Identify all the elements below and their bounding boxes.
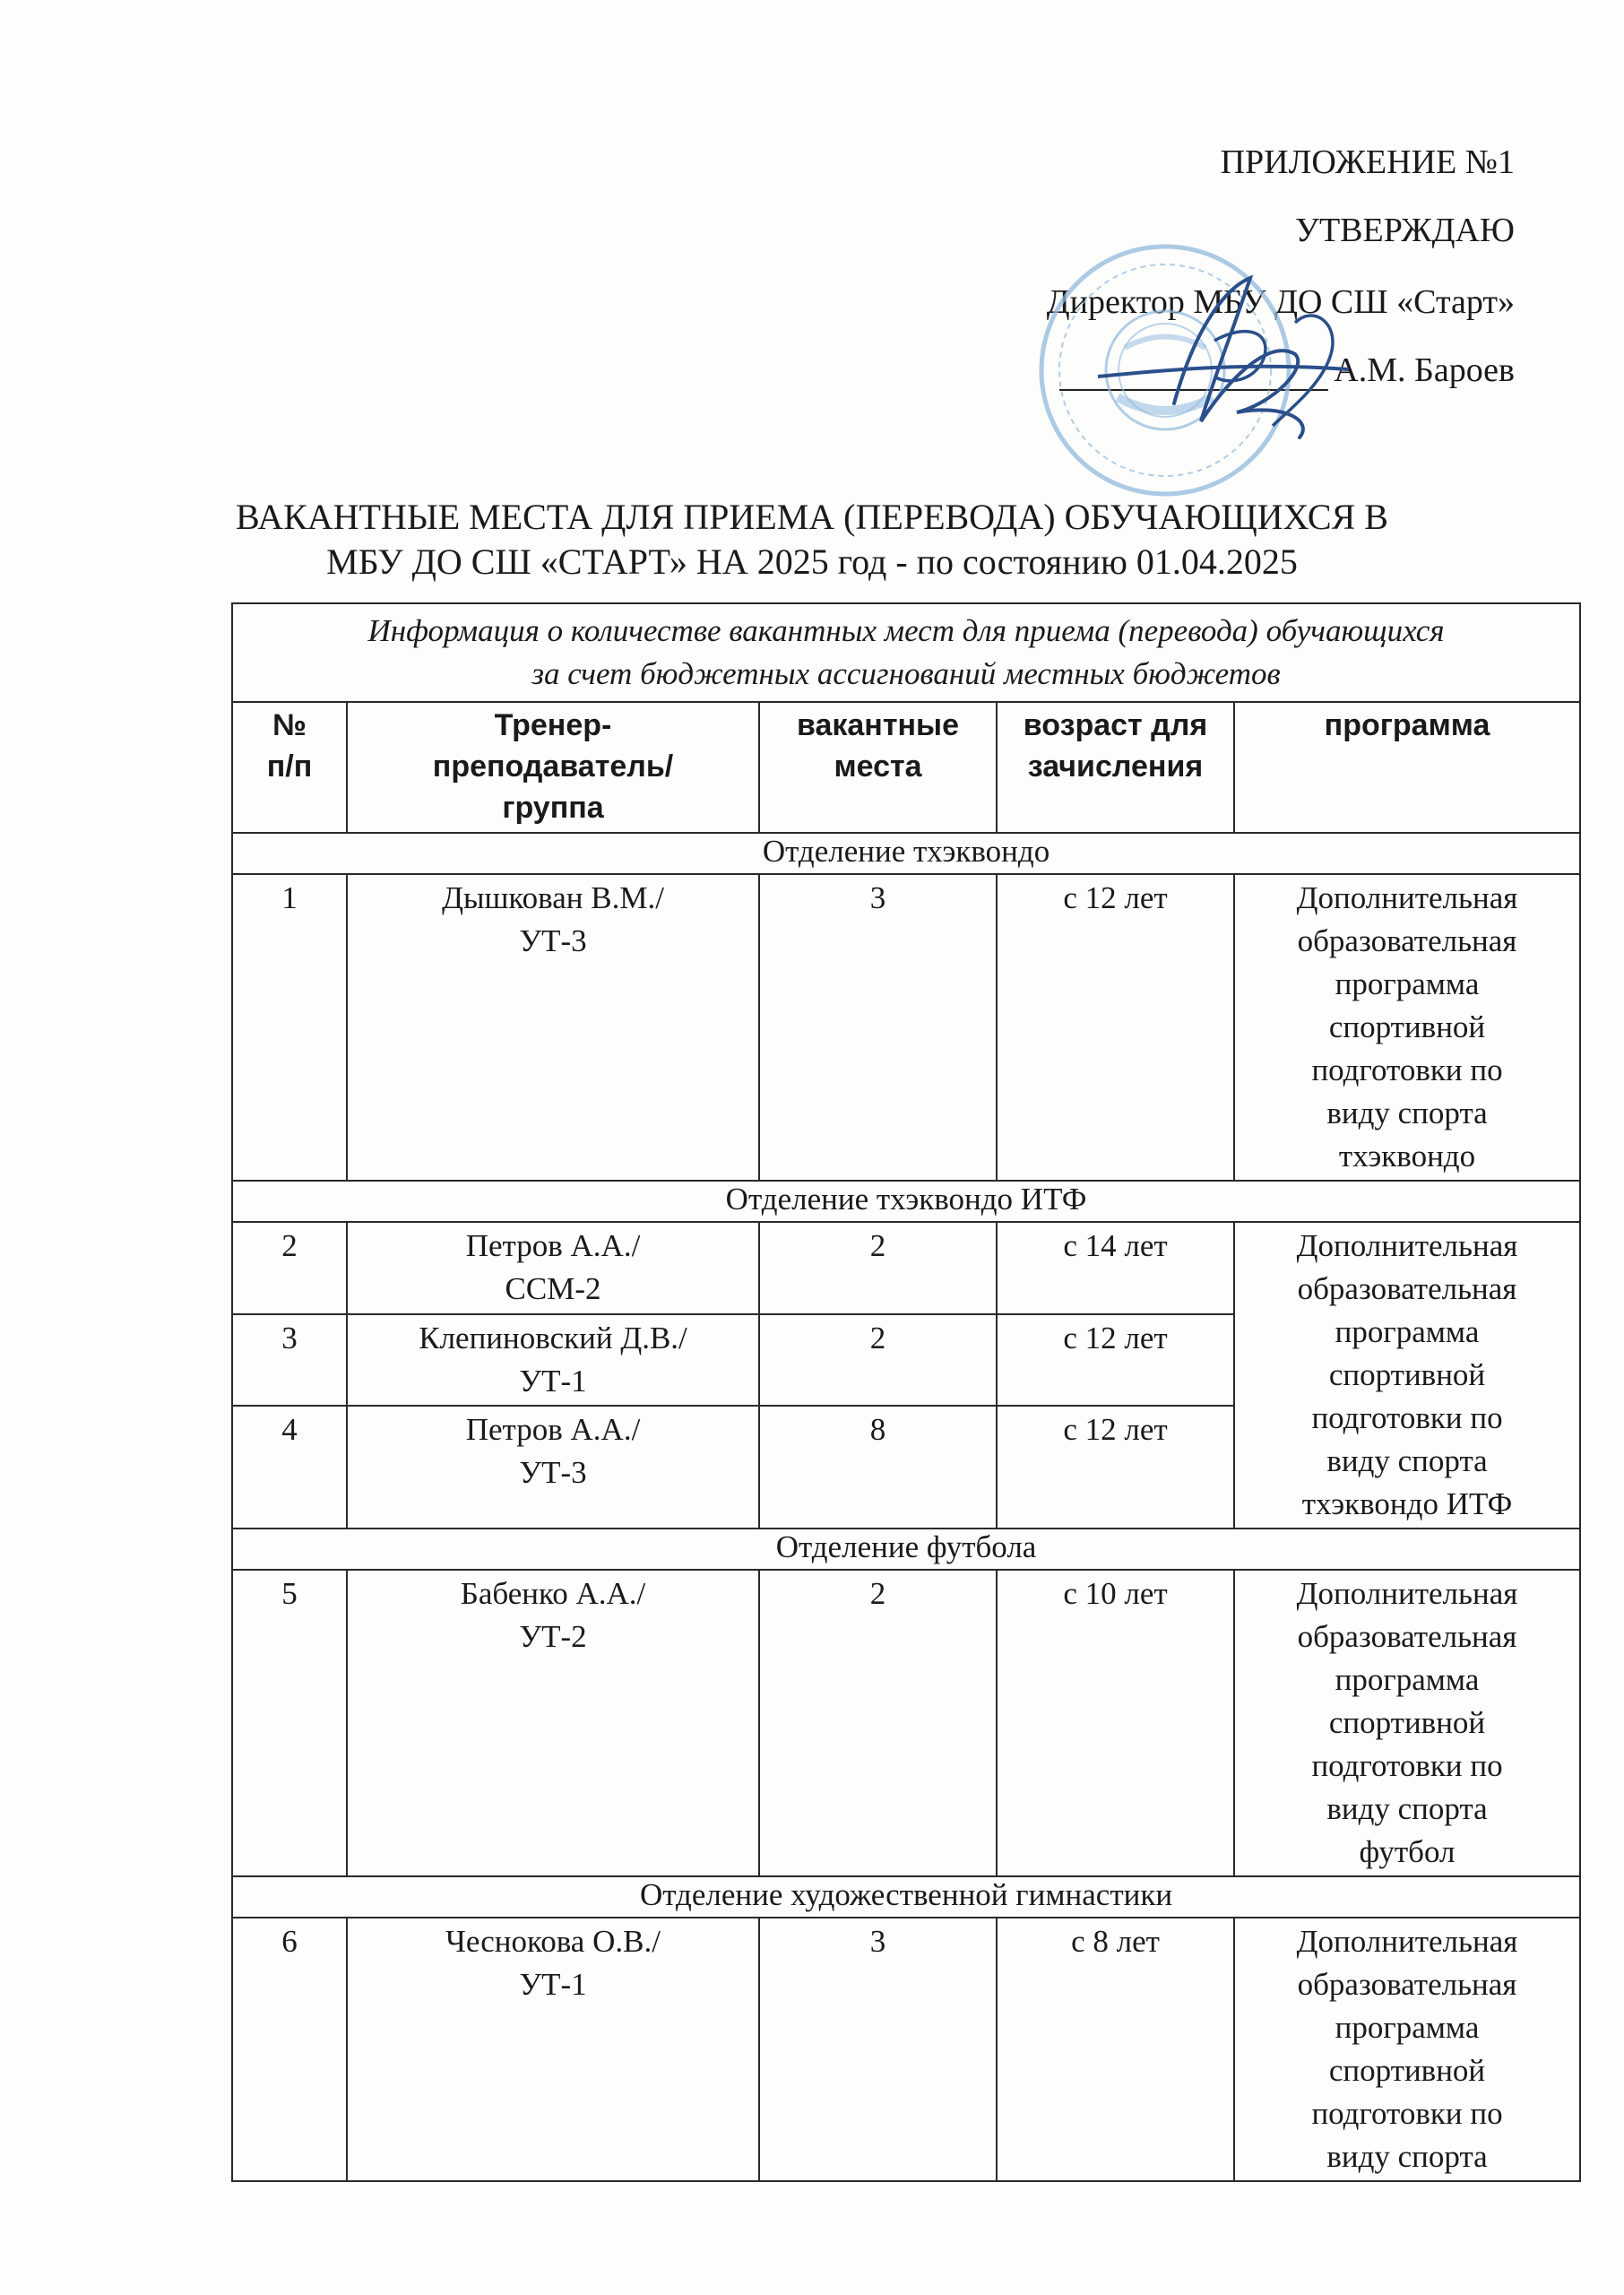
section-title: Отделение художественной гимнастики bbox=[232, 1876, 1580, 1918]
row-age: с 12 лет bbox=[997, 1314, 1234, 1407]
row-age: с 12 лет bbox=[997, 1406, 1234, 1529]
table-row bbox=[232, 874, 1580, 1181]
section-title: Отделение тхэквондо bbox=[232, 833, 1580, 874]
section-row bbox=[232, 1181, 1580, 1222]
signatory-name: А.М. Бароев bbox=[1334, 351, 1515, 389]
row-places: 2 bbox=[759, 1570, 997, 1876]
row-number: 1 bbox=[232, 874, 347, 1181]
approval-label: УТВЕРЖДАЮ bbox=[1295, 212, 1515, 249]
col-header-places: вакантные места bbox=[759, 702, 997, 833]
section-row bbox=[232, 833, 1580, 874]
title-line-2: МБУ ДО СШ «СТАРТ» НА 2025 год - по состоянию 01.04.2025 bbox=[326, 541, 1298, 582]
section-row bbox=[232, 1876, 1580, 1918]
row-number: 3 bbox=[232, 1314, 347, 1407]
vacancy-table bbox=[231, 602, 1581, 2182]
table-header-row bbox=[232, 702, 1580, 833]
row-age: с 8 лет bbox=[997, 1918, 1234, 2181]
section-row bbox=[232, 1529, 1580, 1570]
row-coach: Петров А.А./ ССМ-2 bbox=[347, 1222, 759, 1314]
row-places: 2 bbox=[759, 1314, 997, 1407]
row-places: 8 bbox=[759, 1406, 997, 1529]
table-row bbox=[232, 1570, 1580, 1876]
row-age: с 14 лет bbox=[997, 1222, 1234, 1314]
row-number: 6 bbox=[232, 1918, 347, 2181]
table-row bbox=[232, 1222, 1580, 1314]
row-program: Дополнительная образовательная программа спортивной подготовки по виду спорта bbox=[1234, 1918, 1580, 2181]
section-title: Отделение тхэквондо ИТФ bbox=[232, 1181, 1580, 1222]
row-number: 5 bbox=[232, 1570, 347, 1876]
row-number: 4 bbox=[232, 1406, 347, 1529]
director-title: Директор МБУ ДО СШ «Старт» bbox=[1046, 283, 1515, 321]
row-number: 2 bbox=[232, 1222, 347, 1314]
row-coach: Чеснокова О.В./ УТ-1 bbox=[347, 1918, 759, 2181]
row-coach: Бабенко А.А./ УТ-2 bbox=[347, 1570, 759, 1876]
table-caption bbox=[232, 603, 1580, 702]
row-places: 2 bbox=[759, 1222, 997, 1314]
row-places: 3 bbox=[759, 1918, 997, 2181]
table-row bbox=[232, 1918, 1580, 2181]
appendix-label: ПРИЛОЖЕНИЕ №1 bbox=[1220, 143, 1515, 181]
row-coach: Петров А.А./ УТ-3 bbox=[347, 1406, 759, 1529]
document-title bbox=[161, 495, 1463, 585]
caption-line-1: Информация о количестве вакантных мест для приема (перевода) обучающихся bbox=[367, 613, 1445, 648]
title-line-1: ВАКАНТНЫЕ МЕСТА ДЛЯ ПРИЕМА (ПЕРЕВОДА) ОБУЧАЮЩИХСЯ В bbox=[236, 497, 1388, 537]
row-program: Дополнительная образовательная программа спортивной подготовки по виду спорта тхэквондо ИТФ bbox=[1234, 1222, 1580, 1529]
row-age: с 12 лет bbox=[997, 874, 1234, 1181]
row-places: 3 bbox=[759, 874, 997, 1181]
row-age: с 10 лет bbox=[997, 1570, 1234, 1876]
section-title: Отделение футбола bbox=[232, 1529, 1580, 1570]
handwritten-signature-icon bbox=[1080, 269, 1465, 448]
caption-line-2: за счет бюджетных ассигнований местных бюджетов bbox=[531, 656, 1281, 691]
row-coach: Клепиновский Д.В./ УТ-1 bbox=[347, 1314, 759, 1407]
row-coach: Дышкован В.М./ УТ-3 bbox=[347, 874, 759, 1181]
row-program: Дополнительная образовательная программа спортивной подготовки по виду спорта футбол bbox=[1234, 1570, 1580, 1876]
row-program: Дополнительная образовательная программа спортивной подготовки по виду спорта тхэквондо bbox=[1234, 874, 1580, 1181]
table-caption-row bbox=[232, 603, 1580, 702]
col-header-program: программа bbox=[1234, 702, 1580, 833]
col-header-number: № п/п bbox=[232, 702, 347, 833]
col-header-age: возраст для зачисления bbox=[997, 702, 1234, 833]
col-header-coach: Тренер- преподаватель/ группа bbox=[347, 702, 759, 833]
